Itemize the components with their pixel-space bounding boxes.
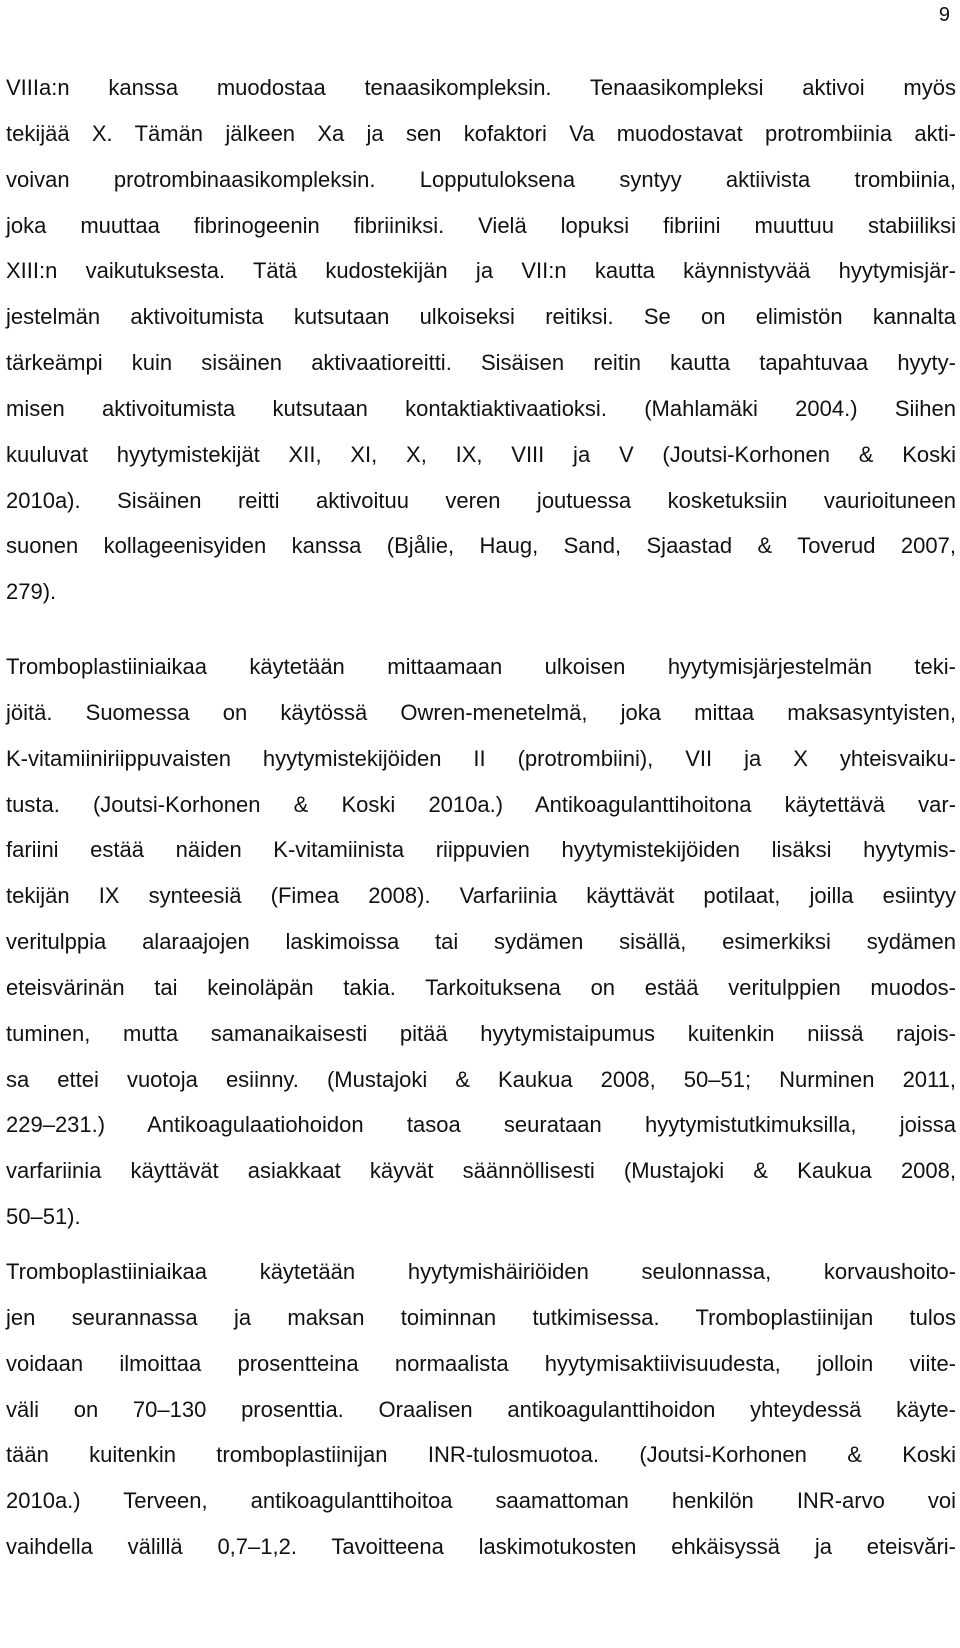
text-line: kuuluvat hyytymistekijät XII, XI, X, IX, VIII ja V (Joutsi-Korhonen & Koski — [6, 441, 956, 467]
text-line: 50–51). — [6, 1204, 81, 1230]
text-line: eteisvärinän tai keinoläpän takia. Tarkoituksena on estää veritulppien muodos- — [6, 974, 956, 1000]
text-line: jöitä. Suomessa on käytössä Owren-menetelmä, joka mittaa maksasyntyisten, — [6, 699, 956, 725]
text-line: 2010a). Sisäinen reitti aktivoituu veren joutuessa kosketuksiin vaurioituneen — [6, 487, 956, 513]
paragraph-coagulation-pathways — [6, 65, 956, 615]
text-line: joka muuttaa fibrinogeenin fibriiniksi. Vielä lopuksi fibriini muuttuu stabiiliksi — [6, 212, 956, 238]
text-line: voidaan ilmoittaa prosentteina normaalista hyytymisaktiivisuudesta, jolloin viite- — [6, 1350, 956, 1376]
text-line: veritulppia alaraajojen laskimoissa tai sydämen sisällä, esimerkiksi sydämen — [6, 929, 956, 955]
text-line: suonen kollageenisyiden kanssa (Bjålie, Haug, Sand, Sjaastad & Toverud 2007, — [6, 533, 956, 559]
text-line: K-vitamiiniriippuvaisten hyytymistekijöiden II (protrombiini), VII ja X yhteisvaiku- — [6, 745, 956, 771]
text-line: XIII:n vaikutuksesta. Tätä kudostekijän ja VII:n kautta käynnistyvää hyytymisjär- — [6, 258, 956, 284]
paragraph-inr-monitoring — [6, 1249, 956, 1570]
text-line: tekijää X. Tämän jälkeen Xa ja sen kofaktori Va muodostavat protrombiinia akti- — [6, 120, 956, 146]
text-line: fariini estää näiden K-vitamiinista riippuvien hyytymistekijöiden lisäksi hyytymis- — [6, 837, 956, 863]
text-line: Tromboplastiiniaikaa käytetään mittaamaan ulkoisen hyytymisjärjestelmän teki- — [6, 654, 956, 679]
text-line: tään kuitenkin tromboplastiinijan INR-tulosmuotoa. (Joutsi-Korhonen & Koski — [6, 1442, 956, 1468]
text-line: VIIIa:n kanssa muodostaa tenaasikompleksin. Tenaasikompleksi aktivoi myös — [6, 75, 956, 100]
text-line: 229–231.) Antikoagulaatiohoidon tasoa seurataan hyytymistutkimuksilla, joissa — [6, 1112, 956, 1138]
text-line: 2010a.) Terveen, antikoagulanttihoitoa saamattoman henkilön INR-arvo voi — [6, 1488, 956, 1514]
text-line: varfariinia käyttävät asiakkaat käyvät säännöllisesti (Mustajoki & Kaukua 2008, — [6, 1158, 956, 1184]
text-line: tuminen, mutta samanaikaisesti pitää hyytymistaipumus kuitenkin niissä rajois- — [6, 1020, 956, 1046]
text-line: tusta. (Joutsi-Korhonen & Koski 2010a.) Antikoagulanttihoitona käytettävä var- — [6, 791, 956, 817]
page-number: 9 — [938, 4, 950, 26]
text-line: vaihdella välillä 0,7–1,2. Tavoitteena laskimotukosten ehkäisyssä ja eteisvări- — [6, 1534, 956, 1560]
text-line: jen seurannassa ja maksan toiminnan tutkimisessa. Tromboplastiinijan tulos — [6, 1304, 956, 1330]
text-line: 279). — [6, 579, 57, 605]
text-line: sa ettei vuotoja esiinny. (Mustajoki & Kaukua 2008, 50–51; Nurminen 2011, — [6, 1066, 956, 1092]
text-line: väli on 70–130 prosenttia. Oraalisen antikoagulanttihoidon yhteydessä käyte- — [6, 1396, 956, 1422]
text-line: jestelmän aktivoitumista kutsutaan ulkoiseksi reitiksi. Se on elimistön kannalta — [6, 304, 956, 330]
paragraph-thromboplastin-time — [6, 644, 956, 1240]
text-line: Tromboplastiiniaikaa käytetään hyytymishäiriöiden seulonnassa, korvaushoito- — [6, 1259, 956, 1284]
text-line: misen aktivoitumista kutsutaan kontaktiaktivaatioksi. (Mahlamäki 2004.) Siihen — [6, 395, 956, 421]
text-line: voivan protrombinaasikompleksin. Lopputuloksena syntyy aktiivista trombiinia, — [6, 166, 956, 192]
text-line: tärkeämpi kuin sisäinen aktivaatioreitti. Sisäisen reitin kautta tapahtuvaa hyyty- — [6, 350, 956, 376]
text-line: tekijän IX synteesiä (Fimea 2008). Varfariinia käyttävät potilaat, joilla esiintyy — [6, 883, 956, 909]
